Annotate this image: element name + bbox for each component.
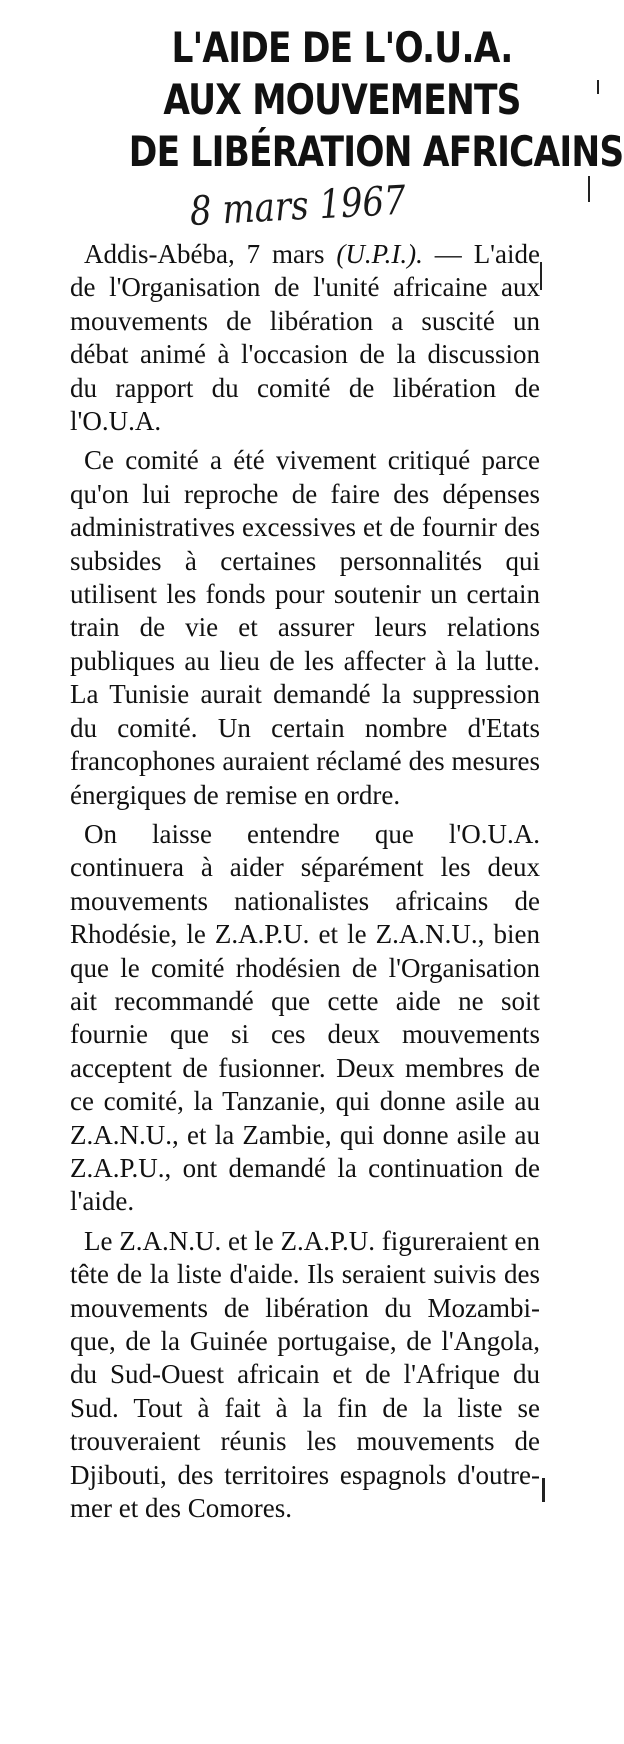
scan-edge-mark xyxy=(542,1478,545,1502)
scan-edge-mark xyxy=(597,80,599,94)
headline-line-1: L'AIDE DE L'O.U.A. xyxy=(171,23,513,72)
headline-line-2: AUX MOUVEMENTS xyxy=(163,75,521,124)
article-paragraph-2: Ce comité a été vivement critiqué parce qu'on lui reproche de faire des dépenses administratives excessives et de fournir des subsides à certaines personnalités qui utilisent les fonds pour soutenir un certain train de vie et assurer leurs relations publiques au lieu de les affecter à la lutte. La Tunisie aurait demandé la suppression du comité. Un certain nombre d'Etats francophones auraient réclamé des mesures énergiques de remise en ordre. xyxy=(70,445,540,810)
article-paragraph-1 xyxy=(70,238,540,438)
headline xyxy=(128,22,624,178)
article-body xyxy=(70,238,540,1531)
scan-edge-mark xyxy=(540,262,542,290)
paragraph-1-text: — L'aide de l'Organisation de l'unité africaine aux mouvements de libération a suscité un débat animé à l'occasion de la discussion du rapport du comité de libération de l'O.U.A. xyxy=(70,239,541,437)
scan-edge-mark xyxy=(588,176,590,202)
headline-line-3: DE LIBÉRATION AFRICAINS xyxy=(128,127,624,176)
article-paragraph-3: On laisse entendre que l'O.U.A. continuera à aider séparément les deux mouvements nationalistes africains de Rhodésie, le Z.A.P.U. et le Z.A.N.U., bien que le comité rhodésien de l'Organisation ait recommandé que cette aide ne soit fournie que si ces deux mouvements acceptent de fusionner. Deux membres de ce comité, la Tanzanie, qui donne asile au Z.A.N.U., et la Zambie, qui donne asile au Z.A.P.U., ont demandé la continuation de l'aide. xyxy=(70,818,540,1217)
handwritten-date: 8 mars 1967 xyxy=(188,177,407,235)
dateline: Addis-Abéba, 7 mars xyxy=(84,239,325,269)
newspaper-clipping xyxy=(70,22,624,178)
agency-credit: (U.P.I.). xyxy=(336,239,423,269)
article-paragraph-4: Le Z.A.N.U. et le Z.A.P.U. figureraient en tête de la liste d'aide. Ils seraient suivis des mouvements de libération du Mozambique, de la Guinée portugaise, de l'Angola, du Sud-Ouest africain et de l'Afrique du Sud. Tout à fait à la fin de la liste se trouveraient réunis les mouvements de Djibouti, des territoires espagnols d'outre-mer et des Comores. xyxy=(70,1225,540,1524)
